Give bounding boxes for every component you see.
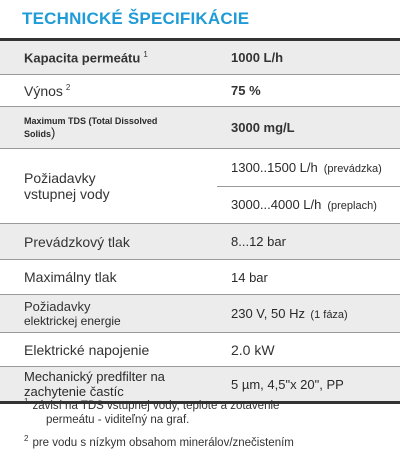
- table-row-feed-1: [0, 149, 400, 187]
- yield-label-text: Výnos: [24, 82, 63, 99]
- feed-value-2-note: (preplach): [327, 200, 377, 212]
- table-row-max-pressure: [0, 260, 400, 295]
- tds-label-line1: Maximum TDS (Total Dissolved: [24, 116, 158, 126]
- capacity-footnote-mark: 1: [143, 49, 148, 59]
- row-label-power: [0, 295, 217, 333]
- table-row-tds: [0, 107, 400, 149]
- feed-value-1-note: (prevádzka): [323, 162, 382, 175]
- row-value-electric: 2.0 kW: [217, 333, 400, 367]
- row-value-prefilter: 5 µm, 4,5"x 20", PP: [217, 367, 400, 403]
- power-label-line1: Požiadavky: [24, 298, 91, 314]
- footnote-2: [24, 432, 294, 450]
- power-value: 230 V, 50 Hz: [231, 305, 305, 321]
- feed-label-line2: vstupnej vody: [24, 186, 110, 202]
- table-row-capacity: [0, 40, 400, 75]
- row-label-capacity: [0, 40, 217, 75]
- table-row-power: [0, 295, 400, 333]
- row-value-feed-1: [217, 149, 400, 187]
- feed-value-1: 1300..1500 L/h: [231, 159, 318, 175]
- row-label-operating-pressure: Prevádzkový tlak: [0, 224, 217, 260]
- row-value-max-pressure: 14 bar: [217, 260, 400, 295]
- feed-label-line1: Požiadavky: [24, 170, 96, 186]
- capacity-label-text: Kapacita permeátu: [24, 50, 141, 66]
- row-label-tds: [0, 107, 217, 149]
- table-row-electric: [0, 333, 400, 367]
- power-label-line2: elektrickej energie: [24, 313, 121, 328]
- footnote-1-line1: závisí na TDS vstupnej vody, teplote a zotavenie: [32, 399, 280, 412]
- tds-label-line2: Solids: [24, 129, 52, 139]
- row-value-yield: 75 %: [217, 75, 400, 107]
- tds-label-line2-wrap: [24, 127, 217, 140]
- footnote-1-line2: permeátu - viditeľný na graf.: [46, 413, 190, 426]
- row-label-max-pressure: Maximálny tlak: [0, 260, 217, 295]
- row-label-electric: Elektrické napojenie: [0, 333, 217, 367]
- footnote-1-mark: 1: [24, 397, 29, 406]
- footnote-1: [24, 395, 279, 427]
- footnote-2-mark: 2: [24, 434, 29, 443]
- footnote-2-line1: pre vodu s nízkym obsahom minerálov/znečistením: [32, 436, 294, 449]
- yield-footnote-mark: 2: [65, 82, 71, 92]
- prefilter-label-line1: Mechanický predfilter na: [24, 369, 165, 384]
- table-row-yield: [0, 75, 400, 107]
- spec-table: [0, 38, 400, 404]
- prefilter-label-line2: zachytenie častíc: [24, 384, 124, 399]
- tds-label-paren: ): [51, 125, 56, 140]
- row-value-tds: 3000 mg/L: [217, 107, 400, 149]
- row-value-operating-pressure: 8...12 bar: [217, 224, 400, 260]
- row-label-yield: [0, 75, 217, 107]
- row-label-feed: [0, 149, 217, 224]
- row-value-feed-2: [217, 187, 400, 224]
- power-value-note: (1 fáza): [310, 308, 348, 321]
- row-value-capacity: 1000 L/h: [217, 40, 400, 75]
- feed-value-2: 3000...4000 L/h: [231, 197, 322, 212]
- section-title: TECHNICKÉ ŠPECIFIKÁCIE: [22, 9, 250, 28]
- row-value-power: [217, 295, 400, 333]
- table-row-operating-pressure: [0, 224, 400, 260]
